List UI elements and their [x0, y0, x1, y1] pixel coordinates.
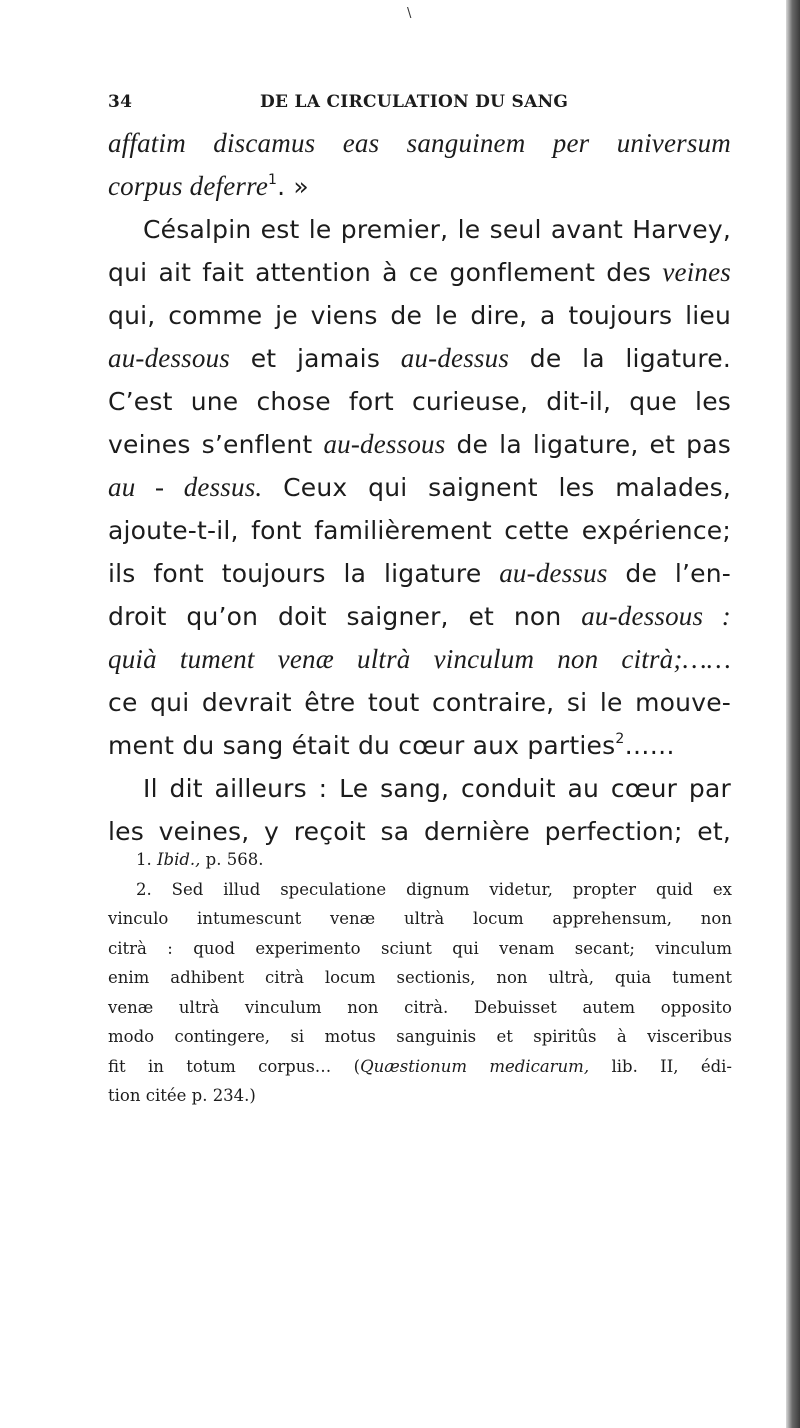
text-segment: Césalpin est le premier, le seul avant Harvey,	[143, 215, 731, 244]
footnote-ref-1: 1	[268, 172, 278, 188]
italic-term: veines	[662, 257, 731, 287]
footnote-text: modo contingere, si motus sanguinis et spiritûs à visceribus	[108, 1027, 732, 1046]
text-line	[108, 380, 731, 423]
text-segment: droit qu’on doit saigner, et non	[108, 602, 562, 631]
text-segment: . »	[277, 172, 309, 201]
footnote-text: lib. II, édi-	[611, 1056, 732, 1076]
footnote-text: 2. Sed illud speculatione dignum videtur, propter quid ex	[136, 879, 732, 899]
text-line	[108, 724, 731, 767]
text-segment: veines s’enflent	[108, 430, 313, 459]
italic-term: au-dessous :	[581, 601, 731, 631]
footnote-2-line	[108, 1022, 732, 1052]
text-segment: ment du sang était du cœur aux parties	[108, 731, 616, 760]
text-segment: ils font toujours la ligature	[108, 559, 482, 588]
text-line	[108, 681, 731, 724]
footnote-italic: Quæstionum medicarum,	[360, 1056, 590, 1076]
text-line	[108, 552, 731, 595]
text-line	[108, 165, 731, 208]
footnote-text: p. 568.	[205, 850, 264, 869]
footnote-text: enim adhibent citrà locum sectionis, non ultrà, quia tument	[108, 968, 732, 987]
text-line	[108, 122, 731, 165]
text-segment: les veines, y reçoit sa dernière perfection; et,	[108, 817, 731, 846]
text-segment: ……	[624, 731, 675, 760]
latin-quote: affatim discamus eas sanguinem per universum	[108, 128, 731, 158]
text-segment: ajoute-t-il, font familièrement cette expérience;	[108, 516, 731, 545]
latin-quote: corpus deferre	[108, 171, 269, 201]
footnote-1	[108, 845, 732, 875]
page-edge-shadow	[786, 0, 800, 1428]
footnote-2-line	[108, 934, 732, 964]
text-line	[108, 251, 731, 294]
text-segment: de la ligature, et pas	[456, 430, 731, 459]
text-line	[108, 423, 731, 466]
text-line	[108, 509, 731, 552]
running-header	[108, 92, 732, 118]
text-segment: ce qui devrait être tout contraire, si le mouve-	[108, 688, 731, 717]
footnote-ref-2: 2	[615, 731, 625, 747]
footnote-2-line	[108, 1081, 732, 1111]
footnote-text: fit in totum corpus… (	[108, 1056, 361, 1076]
italic-term: au-dessous	[108, 343, 230, 373]
corner-mark: \	[407, 6, 412, 21]
text-line	[108, 767, 731, 810]
text-line	[108, 595, 731, 638]
main-text	[108, 122, 731, 853]
running-title: DE LA CIRCULATION DU SANG	[260, 92, 569, 112]
footnote-text: citrà : quod experimento sciunt qui venam secant; vinculum	[108, 938, 732, 958]
italic-term: au-dessous	[323, 429, 446, 459]
footnote-2-line	[108, 1052, 732, 1082]
latin-quote: quià tument venæ ultrà vinculum non citrà;……	[108, 644, 731, 674]
text-segment: Ceux qui saignent les malades,	[283, 473, 731, 502]
text-segment: de l’en-	[625, 559, 731, 588]
footnote-text: venæ ultrà vinculum non citrà. Debuisset autem opposito	[108, 997, 732, 1017]
text-line	[108, 208, 731, 251]
footnote-number: 1.	[136, 850, 152, 869]
text-line	[108, 337, 731, 380]
footnote-2-line	[108, 993, 732, 1023]
footnote-2-line	[108, 875, 732, 905]
text-line	[108, 466, 731, 509]
text-segment: de la ligature.	[529, 344, 732, 373]
footnote-italic: Ibid.,	[157, 850, 201, 869]
text-line	[108, 638, 731, 681]
italic-term: au-dessus	[400, 343, 510, 373]
italic-term: au-dessus	[499, 558, 608, 588]
footnotes	[108, 845, 732, 1111]
text-segment: Il dit ailleurs : Le sang, conduit au cœur par	[143, 774, 731, 803]
footnote-text: vinculo intumescunt venæ ultrà locum apprehensum, non	[108, 909, 732, 928]
footnote-text: tion citée p. 234.)	[108, 1086, 256, 1105]
text-segment: C’est une chose fort curieuse, dit-il, que les	[108, 387, 731, 416]
italic-term: au - dessus.	[108, 472, 263, 502]
footnote-2-line	[108, 963, 732, 993]
footnote-2-line	[108, 904, 732, 934]
page-number: 34	[108, 92, 133, 112]
text-segment: qui, comme je viens de le dire, a toujours lieu	[108, 301, 731, 330]
text-segment: qui ait fait attention à ce gonflement des	[108, 258, 652, 287]
text-line	[108, 294, 731, 337]
text-segment: et jamais	[250, 344, 381, 373]
